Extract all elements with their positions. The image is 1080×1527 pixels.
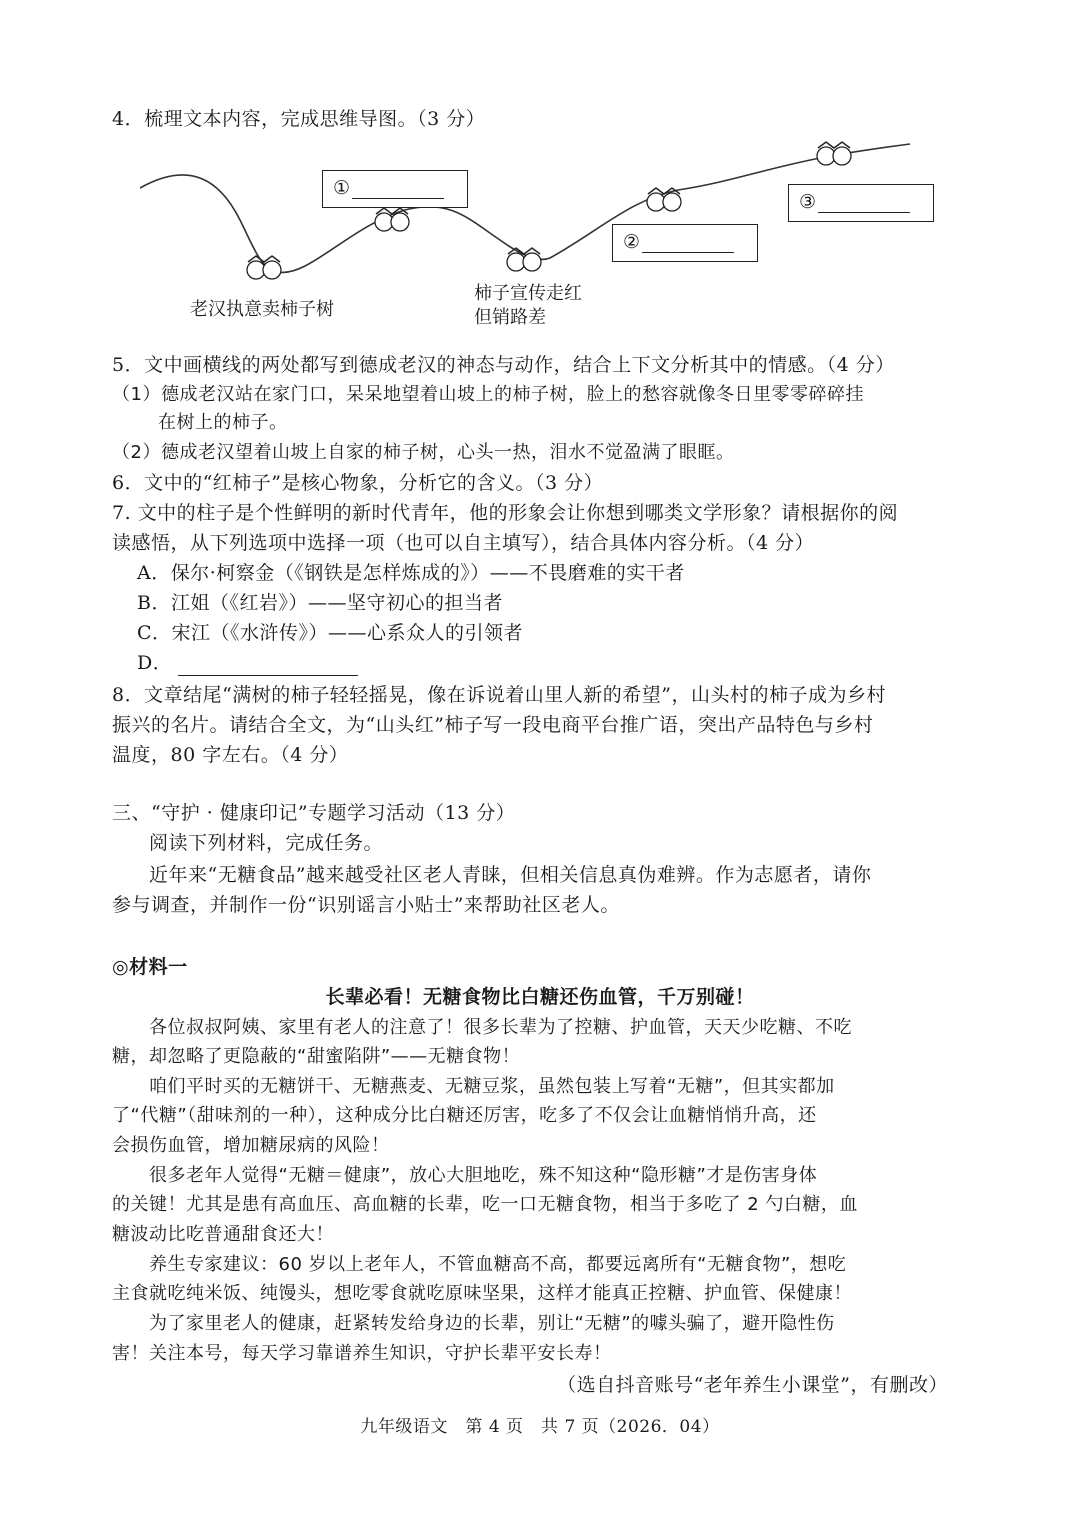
q8-line-3: 温度，80 字左右。（4 分） — [112, 744, 349, 766]
section-3-para-2: 参与调查，并制作一份“识别谣言小贴士”来帮助社区老人。 — [112, 894, 620, 916]
mind-map-box-3[interactable] — [788, 184, 934, 222]
q7-option-d: D． — [137, 652, 173, 674]
q7-title-b: 读感悟，从下列选项中选择一项（也可以自主填写），结合具体内容分析。（4 分） — [112, 532, 815, 554]
q7-option-b: B．江姐（《红岩》）——坚守初心的担当者 — [137, 592, 503, 614]
section-3-title: 三、“守护 · 健康印记”专题学习活动（13 分） — [112, 802, 516, 824]
box-3-marker: ③ — [799, 191, 817, 213]
q7-option-d-row — [137, 650, 358, 676]
persimmon-icon — [247, 256, 281, 279]
q8-line-1: 8．文章结尾“满树的柿子轻轻摇晃，像在诉说着山里人新的希望”，山头村的柿子成为乡村 — [112, 684, 887, 706]
material-1-line: 害！关注本号，每天学习靠谱养生知识，守护长辈平安长寿！ — [112, 1343, 612, 1364]
box-1-blank[interactable] — [352, 180, 444, 199]
mind-map-label-mid-1: 柿子宣传走红 — [474, 283, 582, 304]
material-1-line: 咱们平时买的无糖饼干、无糖燕麦、无糖豆浆，虽然包装上写着“无糖”，但其实都加 — [149, 1076, 835, 1097]
material-1-source: （选自抖音账号“老年养生小课堂”，有删改） — [557, 1374, 948, 1396]
q8-line-2: 振兴的名片。请结合全文，为“山头红”柿子写一段电商平台推广语，突出产品特色与乡村 — [112, 714, 874, 736]
material-1-line: 为了家里老人的健康，赶紧转发给身边的长辈，别让“无糖”的噱头骗了，避开隐性伤 — [149, 1313, 835, 1334]
box-2-marker: ② — [623, 231, 641, 253]
material-1-line: 养生专家建议：60 岁以上老年人，不管血糖高不高，都要远离所有“无糖食物”，想吃 — [149, 1254, 847, 1275]
persimmon-icon — [817, 142, 851, 165]
mind-map-label-left: 老汉执意卖柿子树 — [190, 299, 334, 320]
q7-option-c: C．宋江（《水浒传》）——心系众人的引领者 — [137, 622, 524, 644]
q5-item-1a: （1）德成老汉站在家门口，呆呆地望着山坡上的柿子树，脸上的愁容就像冬日里零零碎碎挂 — [112, 384, 864, 405]
material-1-line: 糖，却忽略了更隐蔽的“甜蜜陷阱”——无糖食物！ — [112, 1046, 521, 1067]
section-3-intro: 阅读下列材料，完成任务。 — [149, 832, 384, 854]
q6-title: 6．文中的“红柿子”是核心物象，分析它的含义。（3 分） — [112, 472, 604, 494]
material-1-heading: ◎材料一 — [112, 956, 188, 978]
q5-item-1b: 在树上的柿子。 — [158, 412, 288, 433]
material-1-line: 了“代糖”（甜味剂的一种），这种成分比白糖还厉害，吃多了不仅会让血糖悄悄升高，还 — [112, 1105, 817, 1126]
q7-title-a: 7. 文中的柱子是个性鲜明的新时代青年，他的形象会让你想到哪类文学形象？请根据你的阅 — [112, 502, 899, 524]
material-1-line: 各位叔叔阿姨、家里有老人的注意了！很多长辈为了控糖、护血管，天天少吃糖、不吃 — [149, 1017, 852, 1038]
box-1-marker: ① — [333, 177, 351, 199]
section-3-para-1: 近年来“无糖食品”越来越受社区老人青睐，但相关信息真伪难辨。作为志愿者，请你 — [149, 864, 872, 886]
material-1-line: 主食就吃纯米饭、纯馒头，想吃零食就吃原味坚果，这样才能真正控糖、护血管、保健康！ — [112, 1283, 852, 1304]
material-1-line: 很多老年人觉得“无糖＝健康”，放心大胆地吃，殊不知这种“隐形糖”才是伤害身体 — [149, 1165, 818, 1186]
material-1-line: 的关键！尤其是患有高血压、高血糖的长辈，吃一口无糖食物，相当于多吃了 2 勺白糖，血 — [112, 1194, 858, 1215]
mind-map-label-mid-2: 但销路差 — [474, 307, 546, 328]
box-3-blank[interactable] — [818, 194, 910, 213]
material-1-line: 会损伤血管，增加糖尿病的风险！ — [112, 1135, 390, 1156]
mind-map-box-2[interactable] — [612, 224, 758, 262]
page-footer: 九年级语文 第 4 页 共 7 页（2026．04） — [360, 1417, 720, 1437]
material-1-title: 长辈必看！无糖食物比白糖还伤血管，千万别碰！ — [325, 986, 755, 1008]
box-2-blank[interactable] — [642, 234, 734, 253]
mind-map — [130, 140, 950, 340]
mind-map-box-1[interactable] — [322, 170, 468, 208]
material-1-line: 糖波动比吃普通甜食还大！ — [112, 1224, 334, 1245]
persimmon-icon — [507, 248, 541, 271]
persimmon-icon — [375, 208, 409, 231]
q5-item-2: （2）德成老汉望着山坡上自家的柿子树，心头一热，泪水不觉盈满了眼眶。 — [112, 442, 735, 463]
q7-option-a: A．保尔·柯察金（《钢铁是怎样炼成的》）——不畏磨难的实干者 — [137, 562, 685, 584]
q5-title: 5．文中画横线的两处都写到德成老汉的神态与动作，结合上下文分析其中的情感。（4 分） — [112, 354, 895, 376]
q7-option-d-blank[interactable] — [178, 655, 358, 676]
q4-title: 4．梳理文本内容，完成思维导图。（3 分） — [112, 108, 486, 130]
persimmon-icon — [647, 188, 681, 211]
